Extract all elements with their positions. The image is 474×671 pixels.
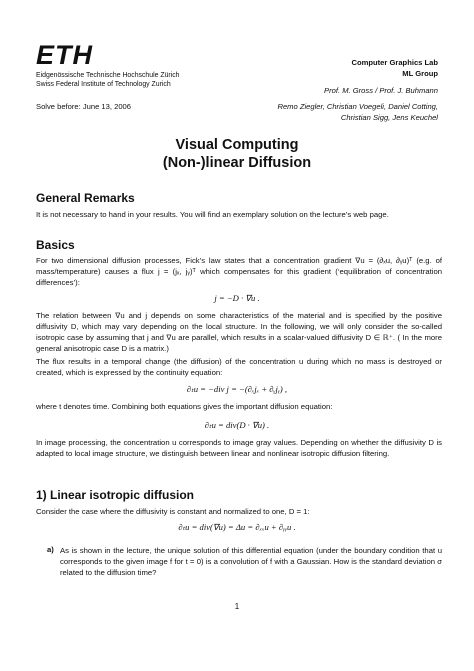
equation-linear-diffusion: ∂ₜu = div(∇u) = Δu = ∂ₓₓu + ∂ᵧᵧu . xyxy=(178,522,296,532)
basics-paragraph-1: For two dimensional diffusion processes, Fick’s law states that a concentration gradient ∇u = (∂ₓu, ∂ᵧu)ᵀ (e.g. of mass/temperature) causes a flux j = (jₓ, jᵧ)ᵀ which compensates for this gradient (‘equilibration of concentration differences’): xyxy=(36,256,442,287)
heading-general-remarks: General Remarks xyxy=(36,191,135,205)
equation-diffusion: ∂ₜu = div(D · ∇u) . xyxy=(204,420,270,430)
section1-intro: Consider the case where the diffusivity is constant and normalized to one, D = 1: xyxy=(36,507,310,516)
page-subtitle: (Non-)linear Diffusion xyxy=(162,155,312,171)
professors: Prof. M. Gross / Prof. J. Buhmann xyxy=(324,86,438,95)
lab-name: Computer Graphics Lab xyxy=(351,58,438,67)
page-title: Visual Computing xyxy=(175,137,299,153)
institute-name-de: Eidgenössische Technische Hochschule Zürich xyxy=(36,72,180,79)
question-a-label: a) xyxy=(47,545,54,554)
group-name: ML Group xyxy=(402,69,438,78)
page-number: 1 xyxy=(234,602,240,611)
heading-basics: Basics xyxy=(36,238,75,252)
basics-paragraph-3: The flux results in a temporal change (the diffusion) of the concentration u during which no mass is destroyed or created, which is expressed by the continuity equation: xyxy=(36,357,442,377)
question-a-text: As is shown in the lecture, the unique solution of this differential equation (under the boundary condition that u corresponds to the given image f for t = 0) is a convolution of f with a Gaussian. How is the standard deviation σ related to the diffusion time? xyxy=(60,546,442,577)
institute-name-en: Swiss Federal Institute of Technology Zurich xyxy=(36,81,171,88)
eth-logo-mark: ETH xyxy=(36,40,93,70)
basics-paragraph-2: The relation between ∇u and j depends on some characteristics of the material and is specified by the positive diffusivity D, which may vary depending on the local structure. In the following, we will only consider the so-called isotropic case by assuming that j and ∇u are parallel, which results in a scalar-valued diffusivity D ∈ ℝ⁺. ( In the more general anisotropic case D is a matrix.) xyxy=(36,311,442,353)
heading-linear-isotropic-diffusion: 1) Linear isotropic diffusion xyxy=(36,488,195,502)
authors-line1: Remo Ziegler, Christian Voegeli, Daniel Cotting, xyxy=(277,102,438,111)
eth-logo xyxy=(36,41,206,89)
equation-continuity: ∂ₜu = −div j = −(∂ₓjₓ + ∂ᵧjᵧ) , xyxy=(186,384,288,394)
authors-line2: Christian Sigg, Jens Keuchel xyxy=(340,113,438,122)
general-remarks-text: It is not necessary to hand in your results. You will find an exemplary solution on the lecture’s web page. xyxy=(36,210,389,219)
basics-paragraph-4: where t denotes time. Combining both equations gives the important diffusion equation: xyxy=(36,402,333,411)
equation-flux: j = −D · ∇u . xyxy=(214,293,260,303)
basics-paragraph-5: In image processing, the concentration u corresponds to image gray values. Depending on whether the diffusivity D is adapted to local image structure, we distinguish between linear and nonlinear isotropic diffusion filtering. xyxy=(36,438,442,458)
solve-before: Solve before: June 13, 2006 xyxy=(36,102,131,111)
